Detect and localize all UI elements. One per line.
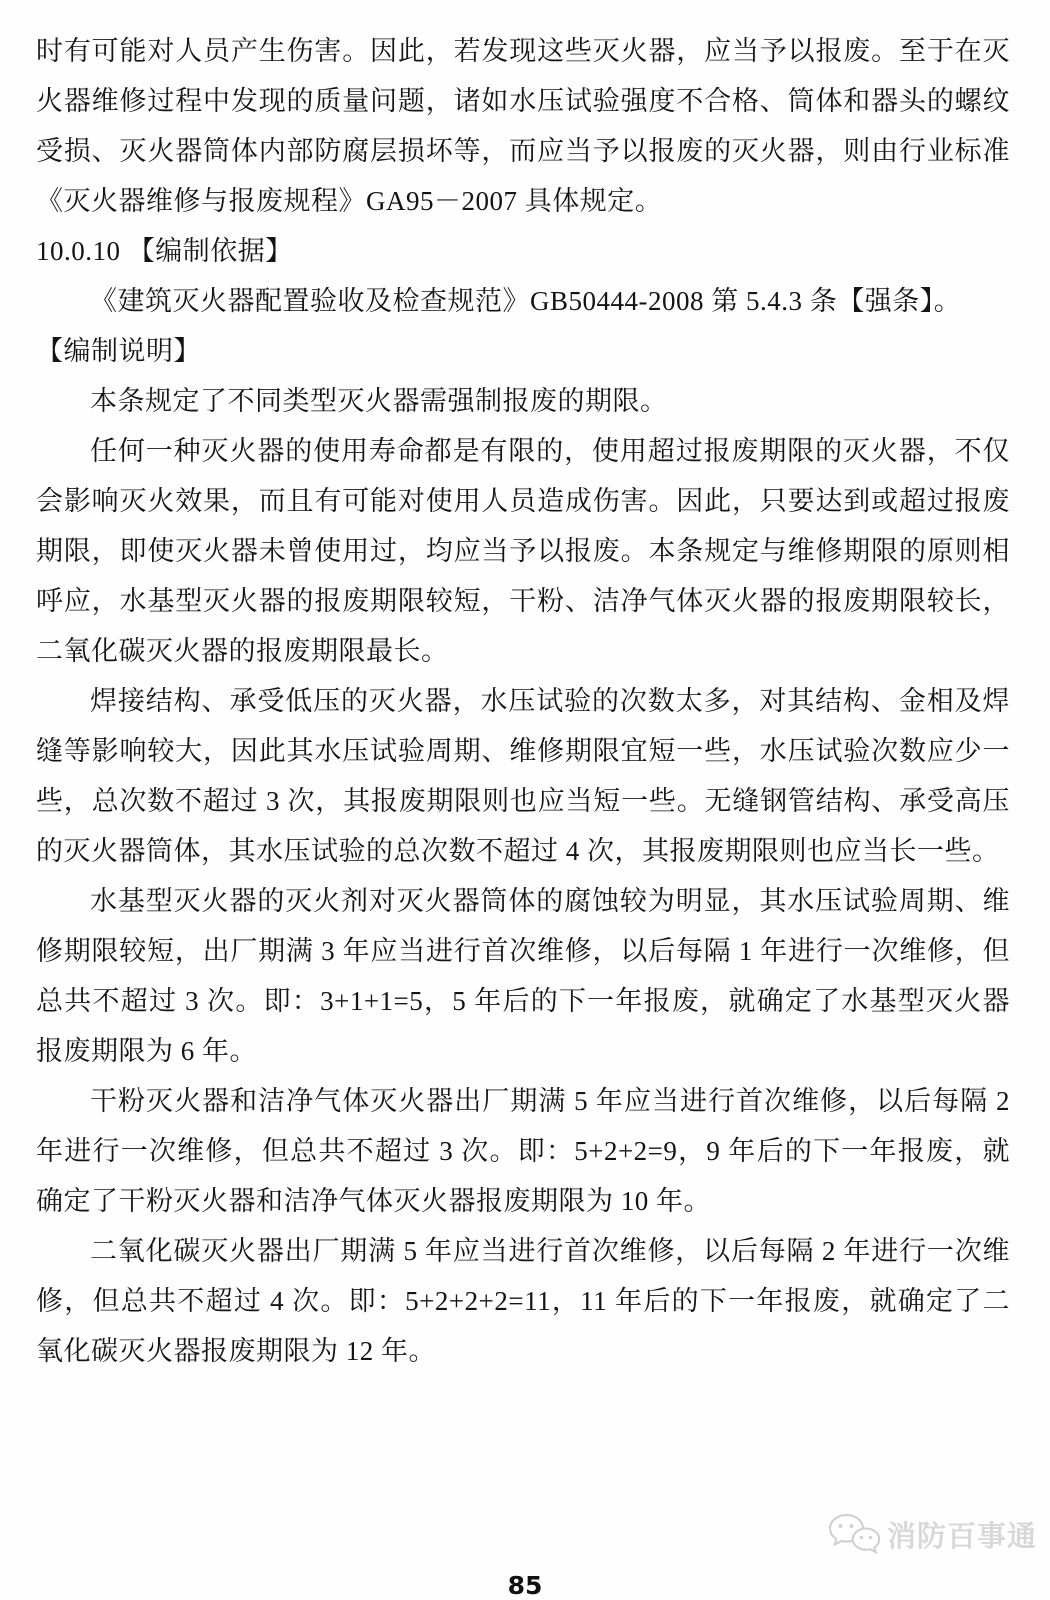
wechat-bubbles-icon	[828, 1512, 880, 1556]
paragraph: 干粉灭火器和洁净气体灭火器出厂期满 5 年应当进行首次维修，以后每隔 2 年进行一次维修，但总共不超过 3 次。即：5+2+2=9，9 年后的下一年报废，就确定了干粉灭火器和洁净气体灭火器报废期限为 10 年。	[36, 1086, 1010, 1216]
paragraph: 时有可能对人员产生伤害。因此，若发现这些灭火器，应当予以报废。至于在灭火器维修过程中发现的质量问题，诸如水压试验强度不合格、筒体和器头的螺纹受损、灭火器筒体内部防腐层损坏等，而应当予以报废的灭火器，则由行业标准《灭火器维修与报废规程》GA95－2007 具体规定。	[36, 36, 1010, 216]
paragraph: 10.0.10 【编制依据】	[36, 236, 293, 266]
paragraph: 二氧化碳灭火器出厂期满 5 年应当进行首次维修，以后每隔 2 年进行一次维修，但总共不超过 4 次。即：5+2+2+2=11，11 年后的下一年报废，就确定了二氧化碳灭火器报废期限为 12 年。	[36, 1236, 1010, 1366]
document-body	[36, 26, 1010, 1376]
watermark	[828, 1512, 1037, 1556]
paragraph: 焊接结构、承受低压的灭火器，水压试验的次数太多，对其结构、金相及焊缝等影响较大，因此其水压试验周期、维修期限宜短一些，水压试验次数应少一些，总次数不超过 3 次，其报废期限则也应当短一些。无缝钢管结构、承受高压的灭火器筒体，其水压试验的总次数不超过 4 次，其报废期限则也应当长一些。	[36, 686, 1010, 866]
paragraph: 【编制说明】	[36, 336, 201, 366]
page-number: 85	[507, 1571, 543, 1600]
paragraph: 本条规定了不同类型灭火器需强制报废的期限。	[90, 386, 668, 416]
paragraph: 任何一种灭火器的使用寿命都是有限的，使用超过报废期限的灭火器，不仅会影响灭火效果，而且有可能对使用人员造成伤害。因此，只要达到或超过报废期限，即使灭火器未曾使用过，均应当予以报废。本条规定与维修期限的原则相呼应，水基型灭火器的报废期限较短，干粉、洁净气体灭火器的报废期限较长，二氧化碳灭火器的报废期限最长。	[36, 436, 1010, 666]
watermark-text: 消防百事通	[887, 1520, 1038, 1553]
paragraph: 《建筑灭火器配置验收及检查规范》GB50444-2008 第 5.4.3 条【强条】。	[90, 286, 962, 316]
paragraph: 水基型灭火器的灭火剂对灭火器筒体的腐蚀较为明显，其水压试验周期、维修期限较短，出厂期满 3 年应当进行首次维修，以后每隔 1 年进行一次维修，但总共不超过 3 次。即：3+1+1=5，5 年后的下一年报废，就确定了水基型灭火器报废期限为 6 年。	[36, 886, 1010, 1066]
